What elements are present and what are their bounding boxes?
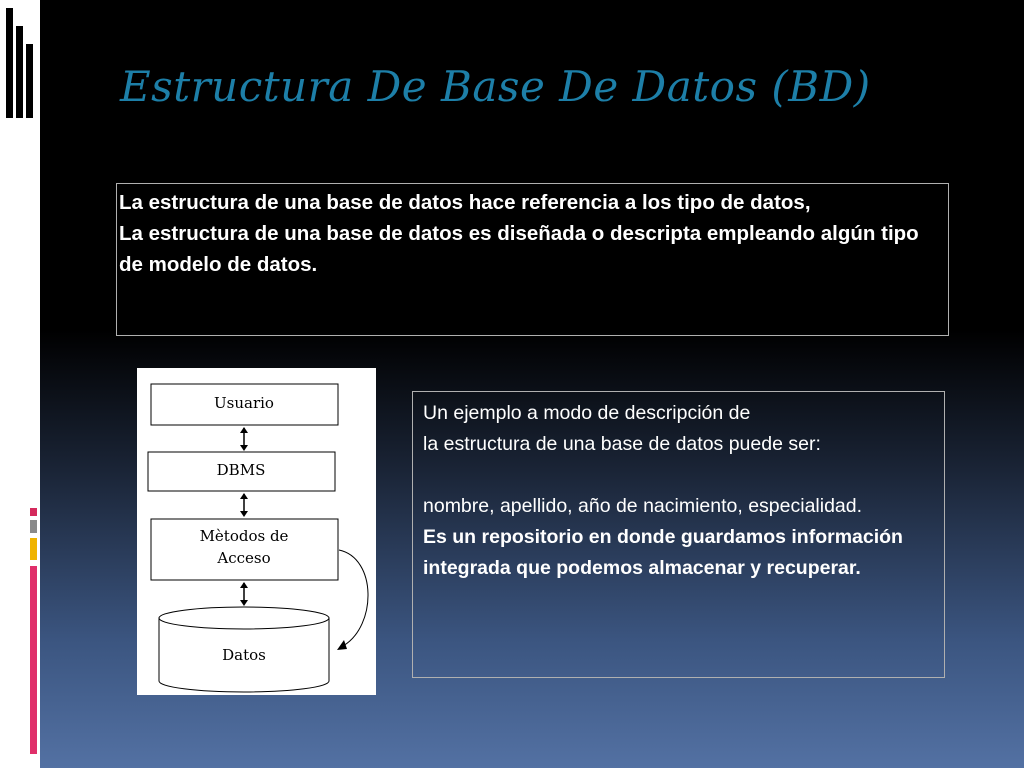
- panels-icon: [6, 8, 34, 118]
- dbms-label: DBMS: [216, 461, 266, 479]
- accent-yellow-bar: [30, 538, 37, 560]
- example-textbox: [412, 391, 945, 678]
- example-line-1: Un ejemplo a modo de descripción de: [423, 402, 751, 424]
- acceso-label: Acceso: [217, 549, 271, 567]
- definition-paragraph-1: La estructura de una base de datos hace referencia a los tipo de datos,: [119, 191, 811, 214]
- return-arrow: [339, 550, 368, 646]
- accent-gray-bar: [30, 520, 37, 533]
- datos-label: Datos: [222, 646, 266, 664]
- definition-textbox: [116, 183, 949, 336]
- usuario-label: Usuario: [214, 394, 274, 412]
- accent-red-bar: [30, 508, 37, 516]
- metodos-label: Mètodos de: [199, 527, 289, 545]
- example-line-2: la estructura de una base de datos puede ser:: [423, 433, 821, 455]
- example-fields: nombre, apellido, año de nacimiento, especialidad.: [423, 495, 863, 517]
- definition-paragraph-2: La estructura de una base de datos es diseñada o descripta empleando algún tipo de modelo de datos.: [119, 222, 919, 276]
- database-structure-diagram: [137, 368, 376, 695]
- repository-definition: Es un repositorio en donde guardamos información integrada que podemos almacenar y recuperar.: [423, 526, 903, 579]
- slide-title: Estructura De Base De Datos (BD): [120, 62, 871, 111]
- accent-pink-bar: [30, 566, 37, 754]
- blank-line: [423, 460, 934, 491]
- left-decoration-panel: [0, 0, 40, 768]
